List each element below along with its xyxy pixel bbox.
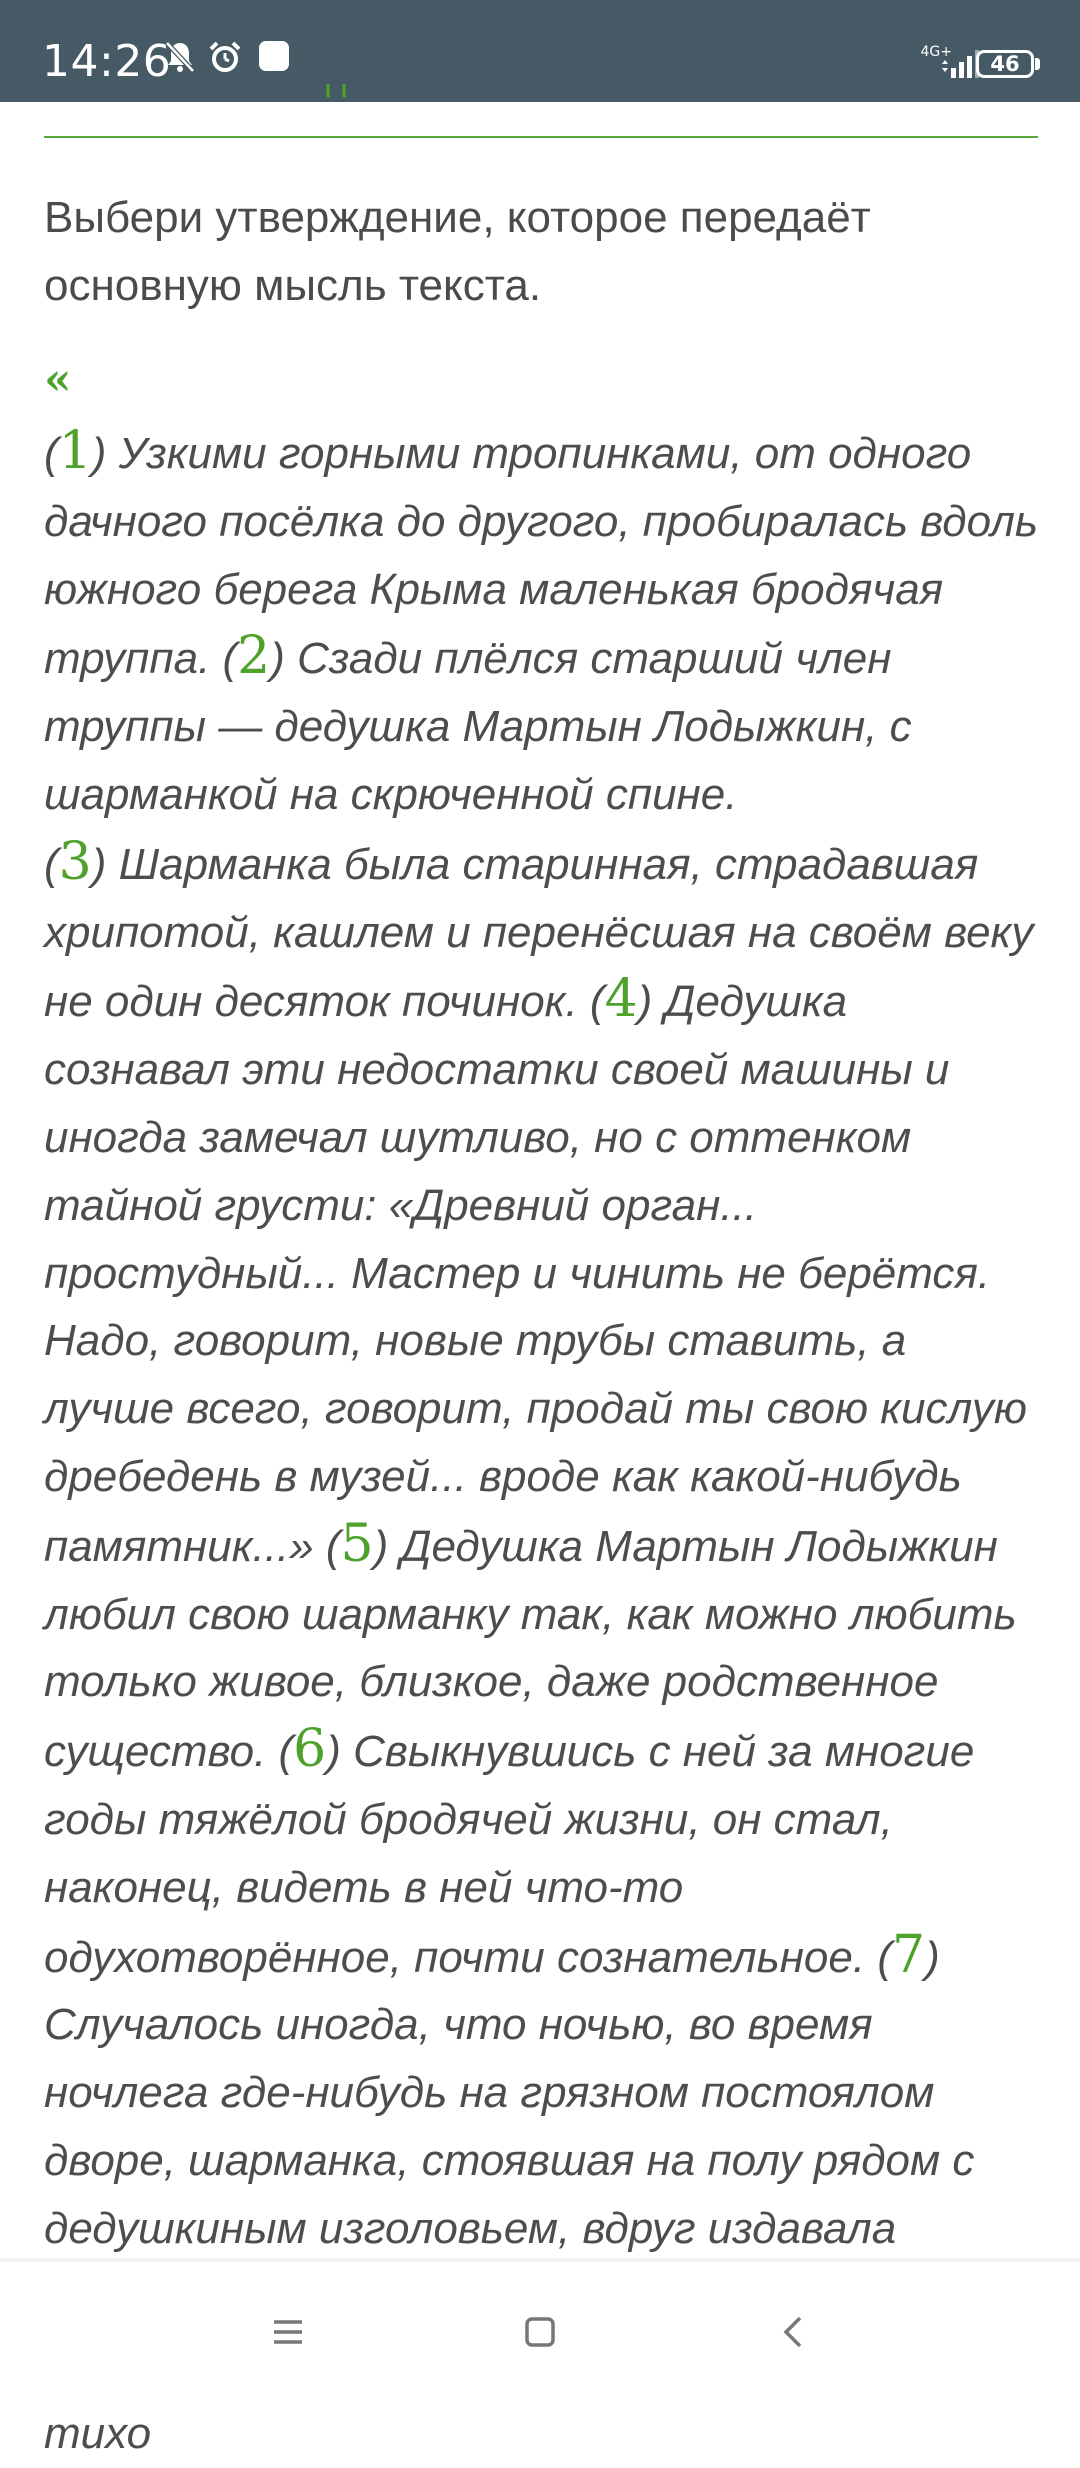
sentence-paren-close: )	[91, 839, 107, 889]
status-bar	[0, 0, 1080, 102]
network-type-label: 4G+	[920, 44, 952, 60]
battery-icon	[976, 50, 1034, 78]
sentence-paren-close: )	[326, 1727, 341, 1777]
menu-icon[interactable]	[258, 2302, 318, 2362]
passage-sentence	[44, 969, 1027, 1571]
battery-tip	[1035, 58, 1040, 70]
passage-text	[44, 418, 1044, 2468]
sentence-paren-close: )	[270, 634, 285, 684]
clipped-heading-fragment	[300, 84, 360, 114]
content-area[interactable]	[0, 102, 1080, 2459]
sentence-paren-close: )	[637, 977, 653, 1027]
sentence-text: Шарманка была старинная, страдавшая хрипотой, кашлем и перенёсшая на своём веку не один десяток починок.	[44, 839, 1034, 1027]
navigation-bar	[0, 2262, 1080, 2400]
sentence-number: 4	[604, 969, 638, 1030]
sentence-number: 6	[293, 1719, 327, 1780]
sentence-text: Дедушка сознавал эти недостатки своей машины и иногда замечал шутливо, но с оттенком тайной грусти: «Древний орган... простудный... Мастер и чинить не берётся. Надо, говорит, новые трубы ставить, а лучше всего, говорит, продай ты свою кислую дребедень в музей... вроде как какой-нибудь памятник...»	[44, 977, 1027, 1571]
sentence-number: 3	[58, 831, 92, 892]
status-time: 14:26	[42, 36, 172, 87]
bell-muted-icon	[164, 40, 196, 74]
home-icon[interactable]	[510, 2302, 570, 2362]
sentence-paren-open: (	[44, 839, 59, 889]
sentence-paren-open: (	[325, 1521, 341, 1571]
sentence-text: тихо	[44, 2409, 152, 2459]
back-icon[interactable]	[764, 2302, 824, 2362]
alarm-icon	[208, 40, 242, 74]
sentence-paren-open: (	[877, 1932, 892, 1982]
battery-level: 46	[990, 52, 1020, 76]
sentence-paren-close: )	[373, 1521, 389, 1571]
sentence-number: 5	[340, 1513, 374, 1574]
signal-icon	[940, 48, 980, 78]
sentence-paren-open: (	[44, 429, 59, 478]
app-notification-icon	[258, 40, 290, 72]
sentence-text: Узкими горными тропинками, от одного дачного посёлка до другого, пробиралась вдоль южного берега Крыма маленькая бродячая труппа.	[44, 429, 1039, 684]
question-text: Выбери утверждение, которое передаёт основную мысль текста.	[44, 193, 871, 310]
sentence-text: Сзади плёлся старший член труппы — дедушка Мартын Лодыжкин, с шарманкой на скрюченной спине.	[44, 634, 912, 819]
passage-sentence	[44, 831, 1034, 1030]
sentence-paren-open: (	[222, 634, 238, 684]
sentence-number: 1	[58, 421, 92, 481]
open-quote-mark: «	[44, 354, 72, 405]
sentence-number: 2	[237, 626, 271, 687]
sentence-paren-open: (	[589, 977, 605, 1027]
sentence-text: Случалось иногда, что ночью, во время ночлега где-нибудь на грязном постоялом дворе, шарманка, стоявшая на полу рядом с дедушкиным изголовьем, вдруг издавала	[44, 2000, 975, 2253]
sentence-text: Дедушка Мартын Лодыжкин любил свою шарманку так, как можно любить только живое, близкое, даже родственное существо.	[44, 1521, 1017, 1777]
section-divider	[44, 136, 1038, 138]
sentence-paren-open: (	[278, 1727, 294, 1777]
sentence-number: 7	[891, 1924, 926, 1985]
sentence-paren-close: )	[91, 429, 107, 478]
sentence-text: Свыкнувшись с ней за многие годы тяжёлой бродячей жизни, он стал, наконец, видеть в ней что-то одухотворённое, почти сознательное.	[44, 1727, 975, 1982]
sentence-paren-close: )	[925, 1932, 940, 1982]
